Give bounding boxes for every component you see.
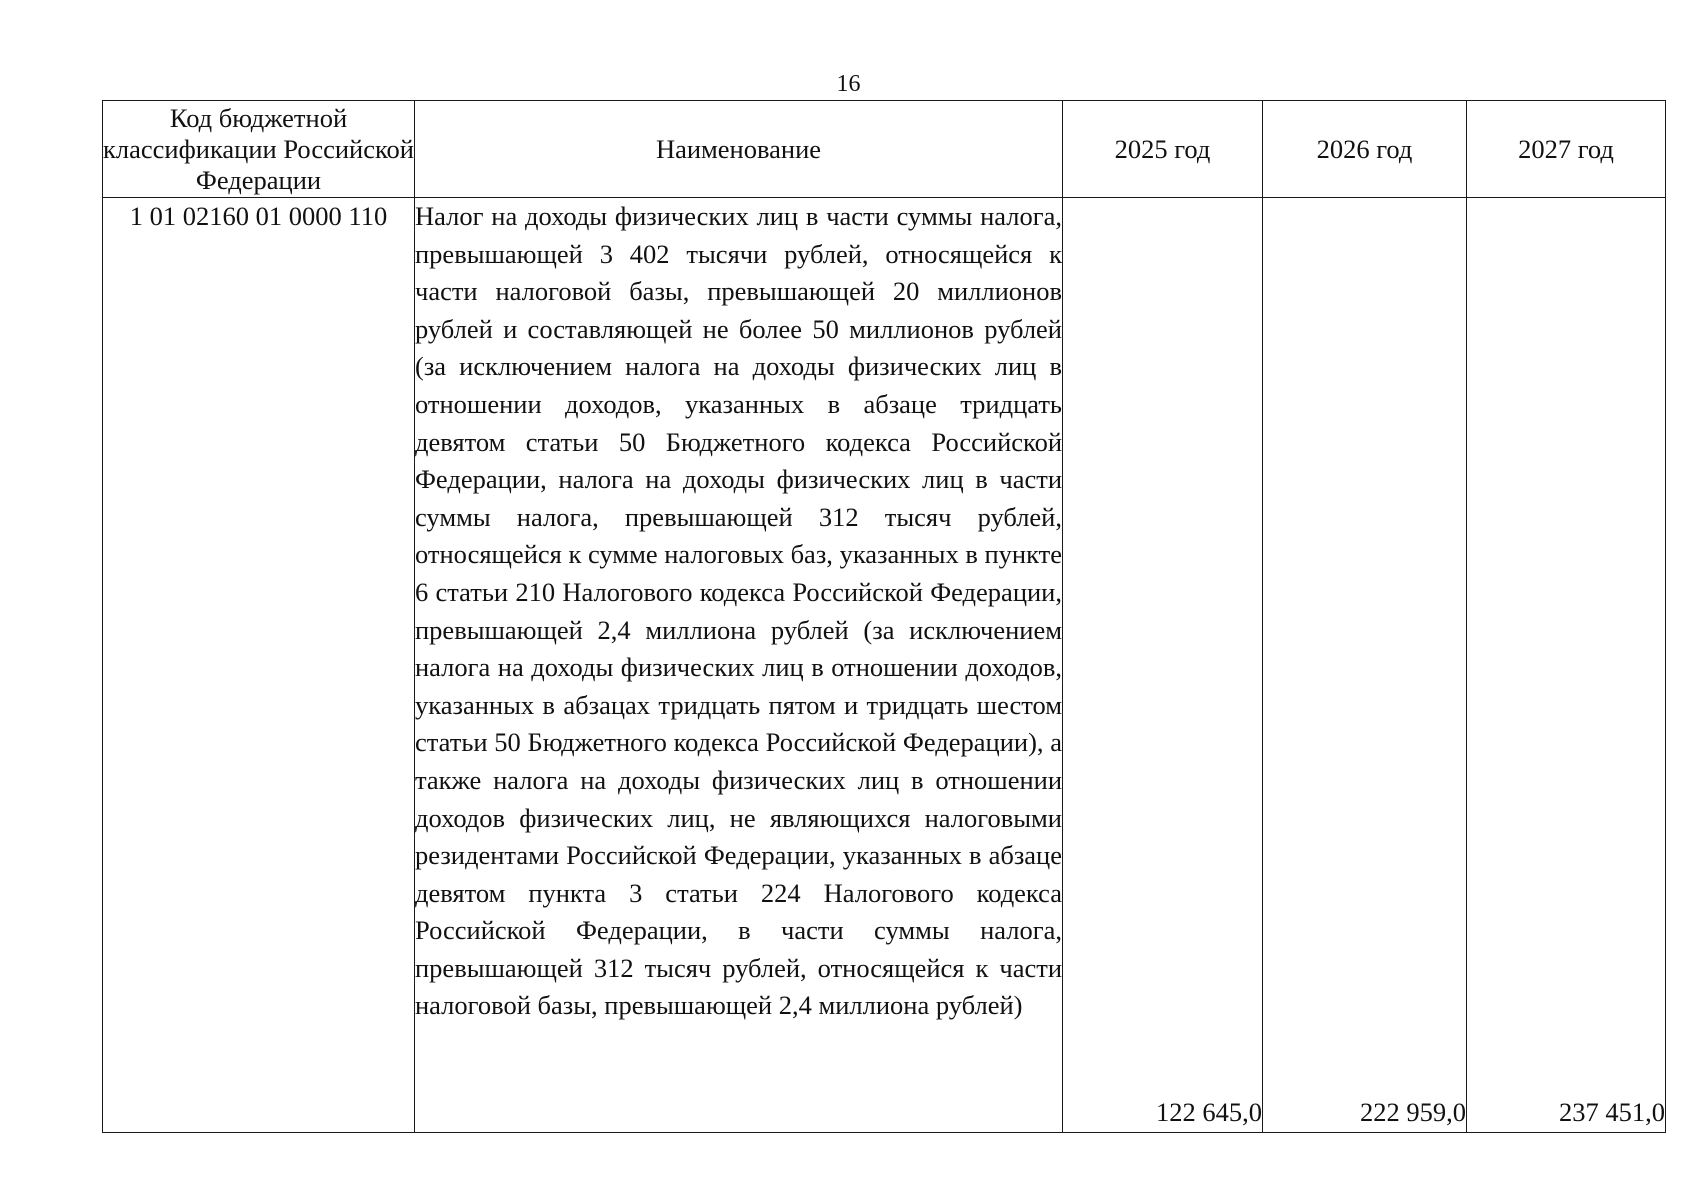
budget-revenue-table [102, 100, 1666, 1133]
description-cell: Налог на доходы физических лиц в части суммы налога, превышающей 3 402 тысячи рублей, относящейся к части налоговой базы, превышающей 20 миллионов рублей и составляющей не более 50 миллионов рублей (за исключением налога на доходы физических лиц в отношении доходов, указанных в абзаце тридцать девятом статьи 50 Бюджетного кодекса Российской Федерации, налога на доходы физических лиц в части суммы налога, превышающей 312 тысяч рублей, относящейся к сумме налоговых баз, указанных в пункте 6 статьи 210 Налогового кодекса Российской Федерации, превышающей 2,4 миллиона рублей (за исключением налога на доходы физических лиц в отношении доходов, указанных в абзацах тридцать пятом и тридцать шестом статьи 50 Бюджетного кодекса Российской Федерации), а также налога на доходы физических лиц в отношении доходов физических лиц, не являющихся налоговыми резидентами Российской Федерации, указанных в абзаце девятом пункта 3 статьи 224 Налогового кодекса Российской Федерации, в части суммы налога, превышающей 312 тысяч рублей, относящейся к части налоговой базы, превышающей 2,4 миллиона рублей) [415, 198, 1063, 1133]
header-budget-code: Код бюджетной классификации Российской Федерации [103, 101, 415, 198]
header-year-2026: 2026 год [1263, 101, 1467, 198]
table-row [103, 198, 1666, 1133]
page-number: 16 [836, 71, 861, 97]
header-name: Наименование [415, 101, 1063, 198]
table-header-row [103, 101, 1666, 198]
value-2026-cell: 222 959,0 [1263, 198, 1467, 1133]
budget-code-cell: 1 01 02160 01 0000 110 [103, 198, 415, 1133]
header-year-2027: 2027 год [1467, 101, 1666, 198]
value-2025-cell: 122 645,0 [1063, 198, 1263, 1133]
header-year-2025: 2025 год [1063, 101, 1263, 198]
value-2027-cell: 237 451,0 [1467, 198, 1666, 1133]
